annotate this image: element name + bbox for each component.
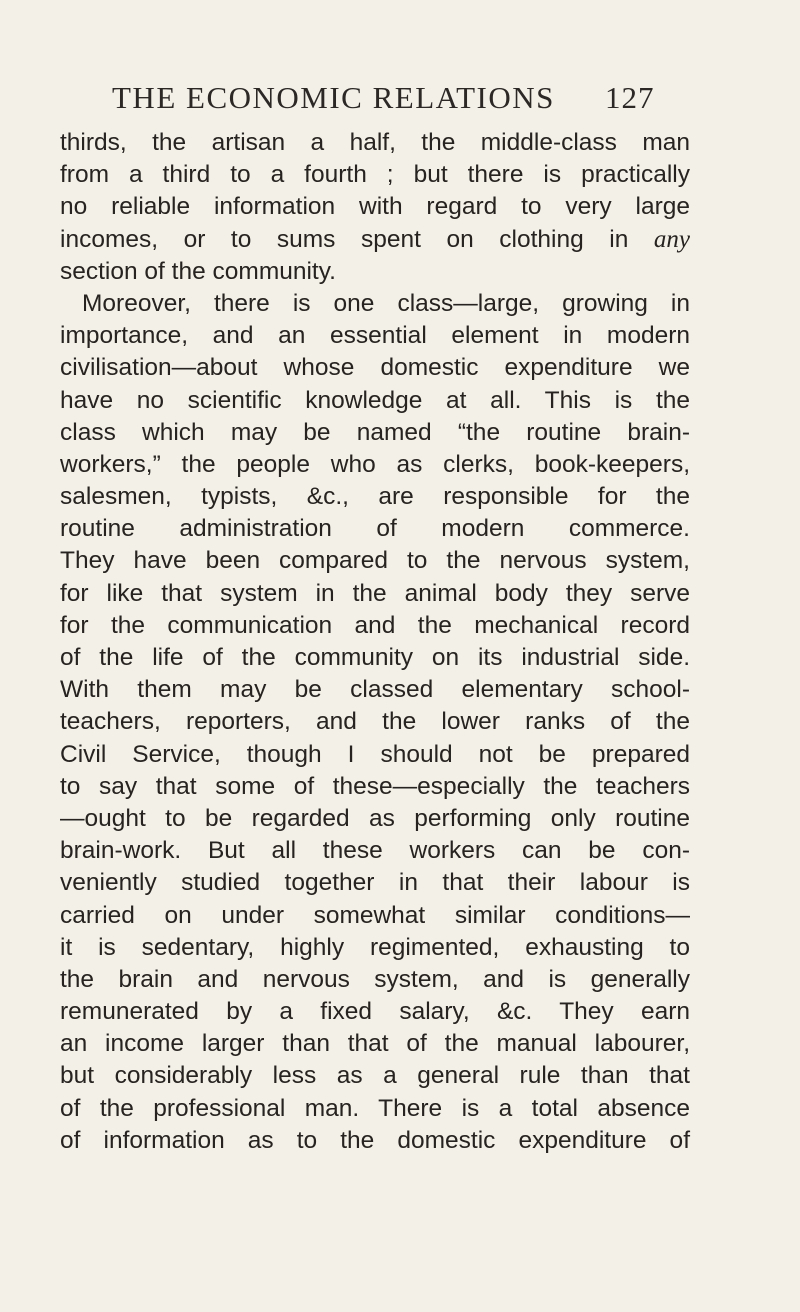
running-title: THE ECONOMIC RELATIONS xyxy=(112,80,555,115)
text-line: thirds, the artisan a half, the middle-class man xyxy=(60,129,690,156)
text-line: it is sedentary, highly regimented, exhausting to xyxy=(60,933,690,961)
text-line: civilisation—about whose domestic expenditure we xyxy=(60,354,690,382)
page-number: 127 xyxy=(605,80,655,115)
text-line: They have been compared to the nervous system, xyxy=(60,547,690,575)
text-line: of the life of the community on its industrial side. xyxy=(60,644,690,671)
text-line: for like that system in the animal body they serve xyxy=(60,579,690,607)
text-line: veniently studied together in that their labour is xyxy=(60,869,690,897)
text-line: workers,” the people who as clerks, book-keepers, xyxy=(60,450,690,478)
text-line: for the communication and the mechanical record xyxy=(60,611,690,639)
text-line: the brain and nervous system, and is generally xyxy=(60,965,690,993)
text-line: of the professional man. There is a total absence xyxy=(60,1094,690,1122)
text-line: from a third to a fourth ; but there is practically xyxy=(60,161,690,189)
text-line-with-emphasis xyxy=(60,224,690,256)
body-text xyxy=(60,127,690,1157)
text-line: With them may be classed elementary school- xyxy=(60,676,690,704)
text-line: but considerably less as a general rule than that xyxy=(60,1062,690,1090)
text-line: section of the community. xyxy=(60,257,336,285)
emphasis-word: any xyxy=(653,225,691,253)
text-line: importance, and an essential element in modern xyxy=(60,322,690,350)
text-line: an income larger than that of the manual labourer, xyxy=(60,1030,690,1058)
running-head xyxy=(0,78,800,118)
text-line: carried on under somewhat similar conditions— xyxy=(60,901,690,929)
text-line: class which may be named “the routine brain- xyxy=(60,418,690,446)
text-segment: incomes, or to sums spent on clothing in xyxy=(60,225,629,253)
text-line: of information as to the domestic expenditure of xyxy=(60,1126,690,1154)
text-line: no reliable information with regard to very large xyxy=(60,193,690,221)
text-line: have no scientific knowledge at all. This is the xyxy=(60,386,690,414)
text-line: remunerated by a fixed salary, &c. They earn xyxy=(60,998,690,1026)
text-line: —ought to be regarded as performing only routine xyxy=(60,804,690,832)
text-line: to say that some of these—especially the teachers xyxy=(60,772,690,800)
text-line: salesmen, typists, &c., are responsible for the xyxy=(60,483,690,511)
paragraph-first-line: Moreover, there is one class—large, growing in xyxy=(82,289,690,317)
text-line: Civil Service, though I should not be prepared xyxy=(60,740,690,768)
text-line: teachers, reporters, and the lower ranks of the xyxy=(60,708,690,736)
text-line: brain-work. But all these workers can be con- xyxy=(60,837,690,865)
text-line: routine administration of modern commerce. xyxy=(60,515,690,543)
